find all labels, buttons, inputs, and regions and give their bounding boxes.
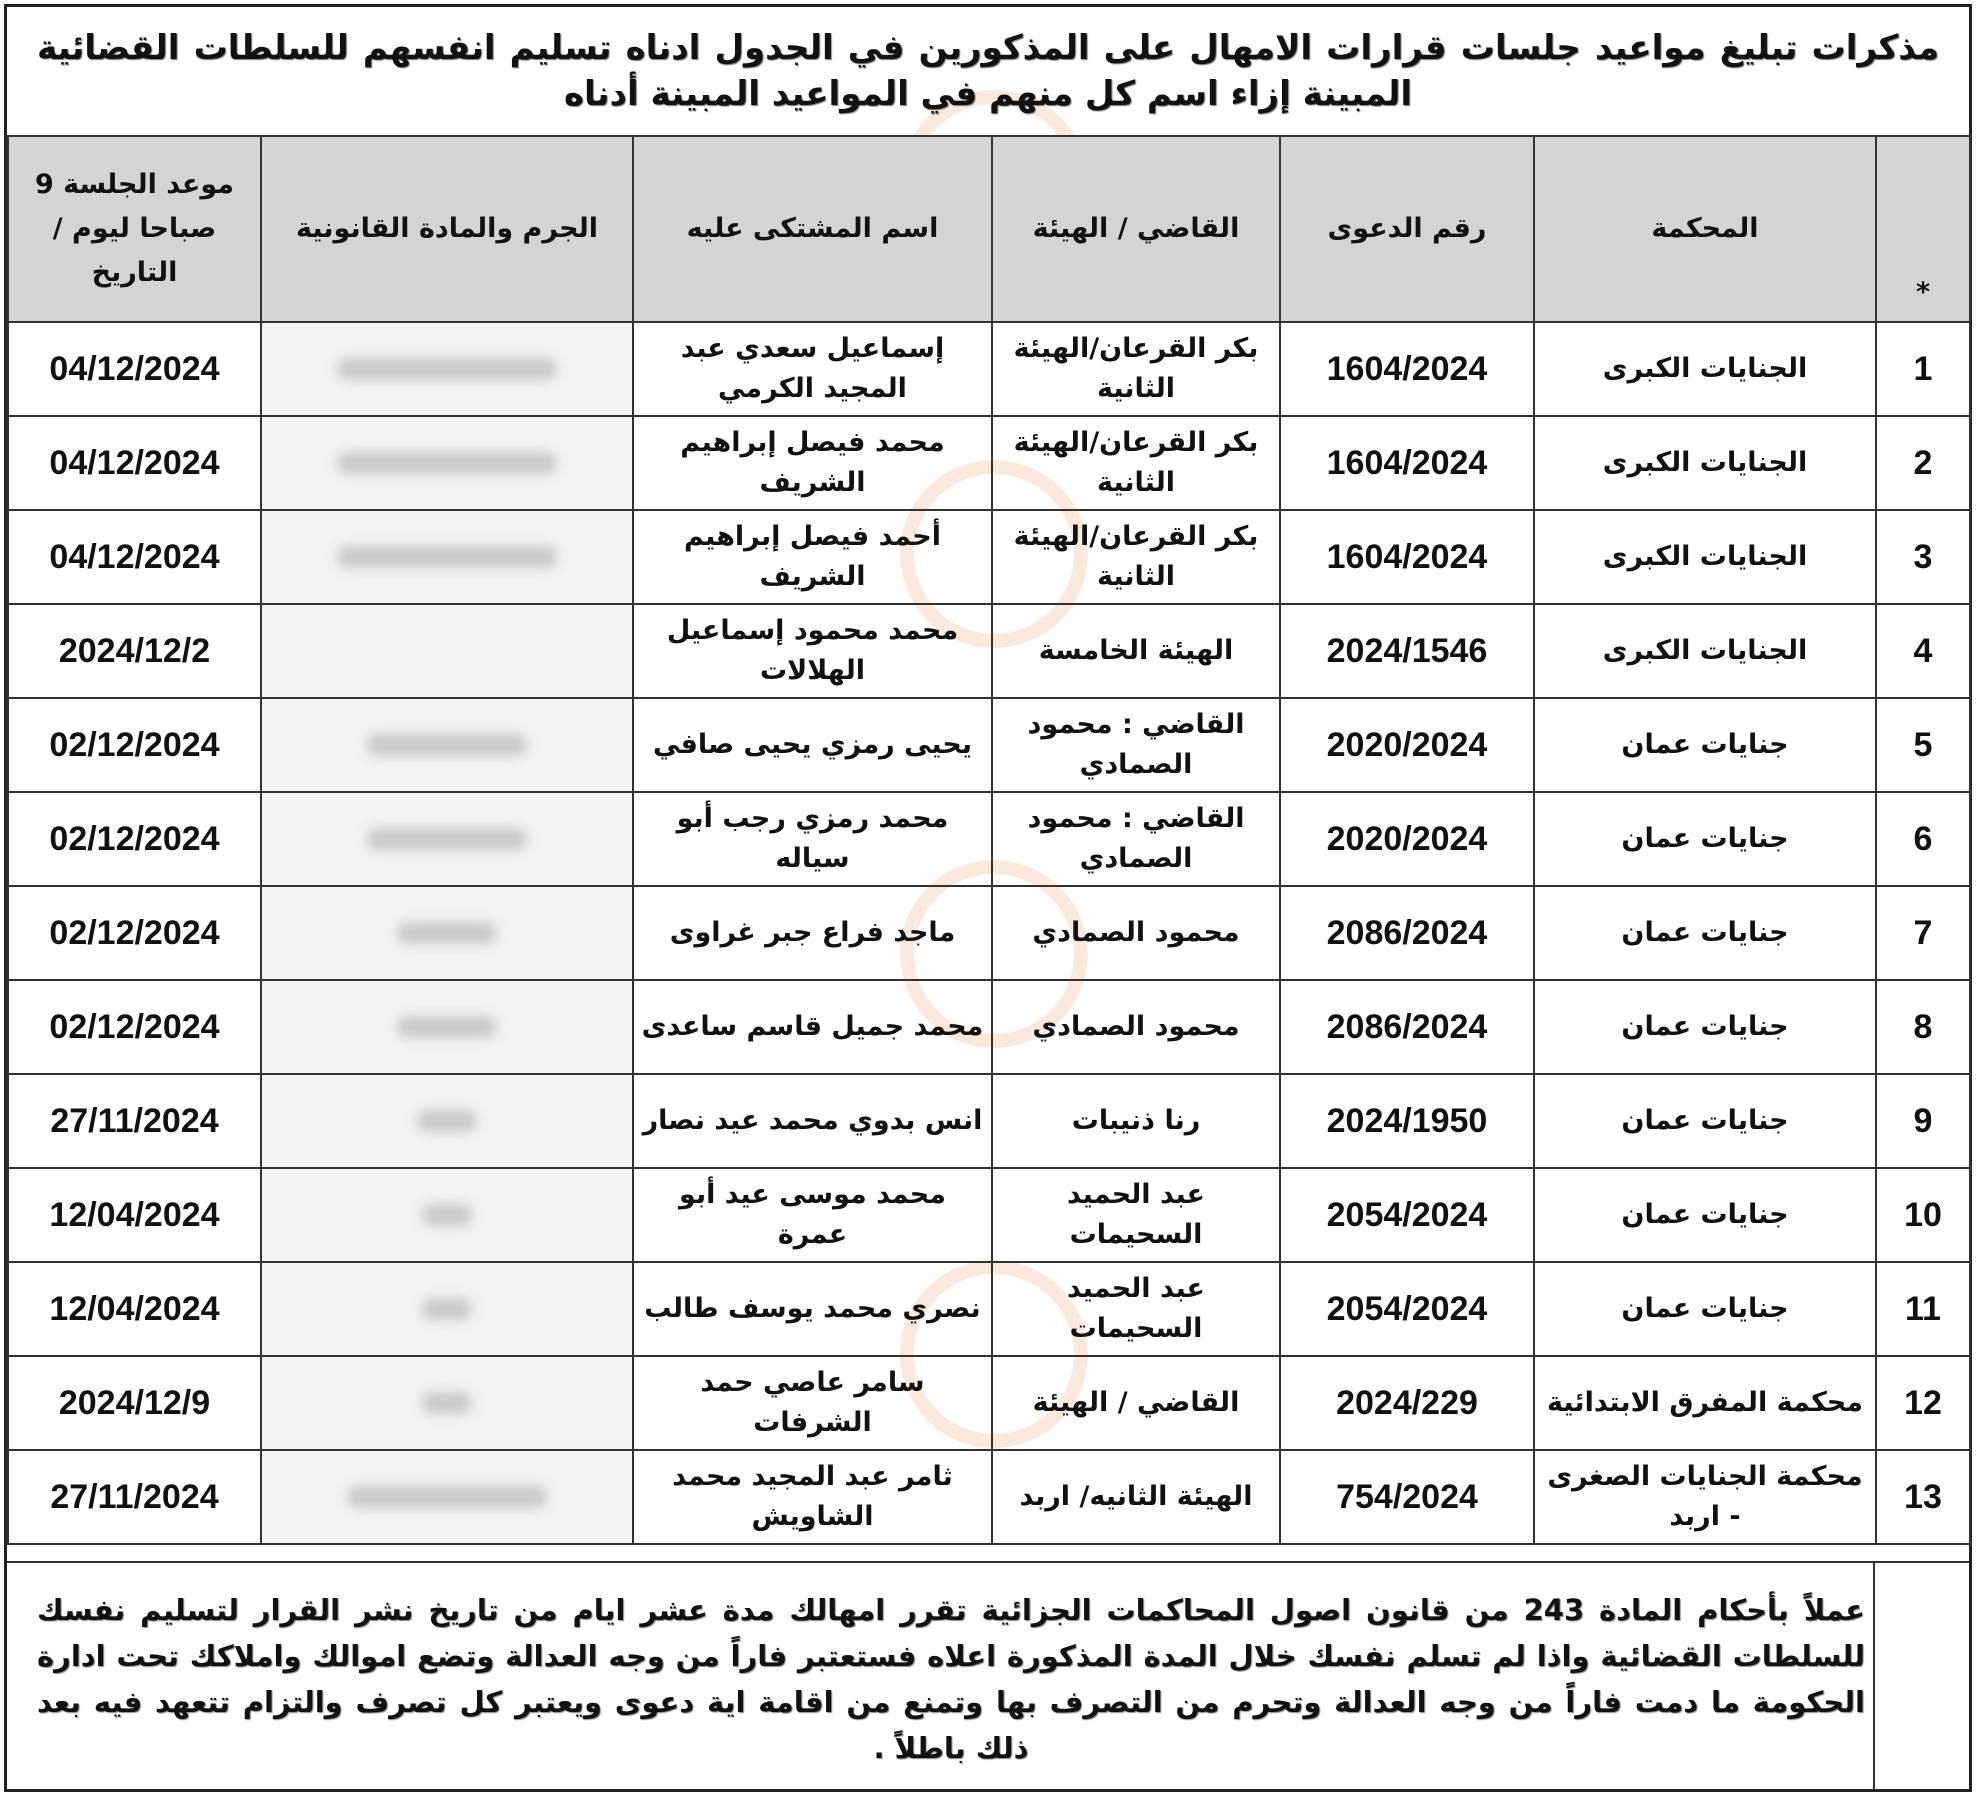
redacted-text (397, 1016, 497, 1038)
cell-crime-redacted (261, 792, 633, 886)
cell-name: محمد جميل قاسم ساعدى (633, 980, 992, 1074)
cell-date: 04/12/2024 (8, 322, 261, 416)
cell-date: 2024/12/9 (8, 1356, 261, 1450)
cell-judge: بكر القرعان/الهيئة الثانية (992, 510, 1280, 604)
cell-name: أحمد فيصل إبراهيم الشريف (633, 510, 992, 604)
cell-judge: الهيئة الثانيه/ اربد (992, 1450, 1280, 1544)
title-line-1: مذكرات تبليغ مواعيد جلسات قرارات الامهال على المذكورين في الجدول ادناه تسليم انفسهم للسلطات القضائية (37, 28, 1939, 68)
title-line-2: المبينة إزاء اسم كل منهم في المواعيد المبينة أدناه (563, 74, 1413, 114)
cell-crime-redacted (261, 980, 633, 1074)
table-row (8, 698, 1970, 792)
cell-crime-redacted (261, 1074, 633, 1168)
redacted-text (422, 1392, 472, 1414)
cell-court: الجنايات الكبرى (1534, 416, 1876, 510)
cell-date: 2024/12/2 (8, 604, 261, 698)
cell-date: 04/12/2024 (8, 416, 261, 510)
cell-num: 3 (1876, 510, 1970, 604)
table-header-row (8, 136, 1970, 322)
cell-case: 1604/2024 (1280, 322, 1534, 416)
cell-judge: محمود الصمادي (992, 980, 1280, 1074)
cell-name: ماجد فراع جبر غراوى (633, 886, 992, 980)
cell-case: 2020/2024 (1280, 792, 1534, 886)
redacted-text (422, 1298, 472, 1320)
table-row (8, 322, 1970, 416)
table-row (8, 1356, 1970, 1450)
header-judge: القاضي / الهيئة (992, 136, 1280, 322)
cell-case: 2020/2024 (1280, 698, 1534, 792)
cell-crime-redacted (261, 698, 633, 792)
cell-crime-redacted (261, 1450, 633, 1544)
table-row (8, 1450, 1970, 1544)
redacted-text (347, 1486, 547, 1508)
cell-date: 27/11/2024 (8, 1074, 261, 1168)
header-court: المحكمة (1534, 136, 1876, 322)
table-row (8, 792, 1970, 886)
cell-case: 754/2024 (1280, 1450, 1534, 1544)
cell-case: 2054/2024 (1280, 1168, 1534, 1262)
redacted-text (397, 922, 497, 944)
redacted-text (337, 358, 557, 380)
cell-court: الجنايات الكبرى (1534, 510, 1876, 604)
legal-notice-text: عملاً بأحكام المادة 243 من قانون اصول المحاكمات الجزائية تقرر امهالك مدة عشر ايام من تاريخ نشر القرار لتسليم نفسك للسلطات القضائية واذا لم تسلم نفسك خلال المدة المذكورة اعلاه فستعتبر فاراً من وجه العدالة وتضع اموالك واملاكك تحت ادارة الحكومة ما دمت فاراً من وجه العدالة وتحرم من التصرف بها وتمنع من اقامة اية دعوى ويعتبر كل تصرف والتزام تتعهد فيه بعد ذلك باطلاً . (37, 1593, 1865, 1765)
cell-num: 10 (1876, 1168, 1970, 1262)
cell-name: ثامر عبد المجيد محمد الشاويش (633, 1450, 992, 1544)
cell-num: 1 (1876, 322, 1970, 416)
cell-judge: القاضي : محمود الصمادي (992, 792, 1280, 886)
cell-date: 12/04/2024 (8, 1168, 261, 1262)
table-row (8, 1074, 1970, 1168)
cell-judge: الهيئة الخامسة (992, 604, 1280, 698)
cell-num: 11 (1876, 1262, 1970, 1356)
cell-name: يحيى رمزي يحيى صافي (633, 698, 992, 792)
cell-court: محكمة الجنايات الصغرى - اربد (1534, 1450, 1876, 1544)
redacted-text (337, 452, 557, 474)
cell-name: انس بدوي محمد عيد نصار (633, 1074, 992, 1168)
cell-name: إسماعيل سعدي عبد المجيد الكرمي (633, 322, 992, 416)
cell-case: 2086/2024 (1280, 980, 1534, 1074)
cell-judge: القاضي : محمود الصمادي (992, 698, 1280, 792)
cell-court: الجنايات الكبرى (1534, 322, 1876, 416)
table-row (8, 980, 1970, 1074)
table-row (8, 510, 1970, 604)
cell-court: جنايات عمان (1534, 698, 1876, 792)
cell-case: 2086/2024 (1280, 886, 1534, 980)
cell-judge: بكر القرعان/الهيئة الثانية (992, 322, 1280, 416)
cell-date: 02/12/2024 (8, 980, 261, 1074)
cell-crime-redacted (261, 416, 633, 510)
cell-num: 8 (1876, 980, 1970, 1074)
cell-case: 2054/2024 (1280, 1262, 1534, 1356)
cell-date: 02/12/2024 (8, 886, 261, 980)
cell-num: 9 (1876, 1074, 1970, 1168)
header-case: رقم الدعوى (1280, 136, 1534, 322)
cell-num: 6 (1876, 792, 1970, 886)
redacted-text (367, 828, 527, 850)
cell-case: 1604/2024 (1280, 510, 1534, 604)
cell-crime-redacted (261, 886, 633, 980)
cell-num: 12 (1876, 1356, 1970, 1450)
table-row (8, 604, 1970, 698)
table-row (8, 1262, 1970, 1356)
cell-num: 2 (1876, 416, 1970, 510)
header-name: اسم المشتكى عليه (633, 136, 992, 322)
cell-court: الجنايات الكبرى (1534, 604, 1876, 698)
cell-court: جنايات عمان (1534, 1262, 1876, 1356)
cell-court: جنايات عمان (1534, 792, 1876, 886)
summons-table (7, 135, 1971, 1545)
cell-case: 1604/2024 (1280, 416, 1534, 510)
cell-judge: القاضي / الهيئة (992, 1356, 1280, 1450)
cell-court: جنايات عمان (1534, 1168, 1876, 1262)
cell-name: محمد فيصل إبراهيم الشريف (633, 416, 992, 510)
cell-judge: عبد الحميد السحيمات (992, 1262, 1280, 1356)
cell-crime-redacted (261, 1168, 633, 1262)
table-row (8, 886, 1970, 980)
header-num: * (1876, 136, 1970, 322)
cell-court: جنايات عمان (1534, 886, 1876, 980)
cell-name: محمد رمزي رجب أبو سياله (633, 792, 992, 886)
cell-case: 2024/229 (1280, 1356, 1534, 1450)
cell-crime-redacted (261, 322, 633, 416)
cell-crime-redacted (261, 510, 633, 604)
cell-judge: محمود الصمادي (992, 886, 1280, 980)
cell-date: 02/12/2024 (8, 698, 261, 792)
legal-notice (7, 1561, 1969, 1789)
cell-num: 7 (1876, 886, 1970, 980)
cell-case: 2024/1950 (1280, 1074, 1534, 1168)
cell-date: 27/11/2024 (8, 1450, 261, 1544)
cell-date: 02/12/2024 (8, 792, 261, 886)
cell-court: جنايات عمان (1534, 980, 1876, 1074)
cell-date: 04/12/2024 (8, 510, 261, 604)
cell-court: جنايات عمان (1534, 1074, 1876, 1168)
redacted-text (417, 1110, 477, 1132)
redacted-text (367, 734, 527, 756)
cell-crime-redacted (261, 604, 633, 698)
cell-judge: رنا ذنيبات (992, 1074, 1280, 1168)
header-crime: الجرم والمادة القانونية (261, 136, 633, 322)
cell-name: نصري محمد يوسف طالب (633, 1262, 992, 1356)
table-row (8, 416, 1970, 510)
cell-crime-redacted (261, 1356, 633, 1450)
table-row (8, 1168, 1970, 1262)
redacted-text (337, 546, 557, 568)
cell-name: محمد محمود إسماعيل الهلالات (633, 604, 992, 698)
cell-name: محمد موسى عيد أبو عمرة (633, 1168, 992, 1262)
cell-judge: عبد الحميد السحيمات (992, 1168, 1280, 1262)
cell-num: 5 (1876, 698, 1970, 792)
cell-name: سامر عاصي حمد الشرفات (633, 1356, 992, 1450)
cell-judge: بكر القرعان/الهيئة الثانية (992, 416, 1280, 510)
footer-side-cell (1873, 1563, 1969, 1789)
cell-crime-redacted (261, 1262, 633, 1356)
document-title (7, 7, 1969, 135)
cell-court: محكمة المفرق الابتدائية (1534, 1356, 1876, 1450)
cell-case: 2024/1546 (1280, 604, 1534, 698)
redacted-text (422, 1204, 472, 1226)
header-date: موعد الجلسة 9 صباحا ليوم / التاريخ (8, 136, 261, 322)
cell-date: 12/04/2024 (8, 1262, 261, 1356)
cell-num: 4 (1876, 604, 1970, 698)
cell-num: 13 (1876, 1450, 1970, 1544)
